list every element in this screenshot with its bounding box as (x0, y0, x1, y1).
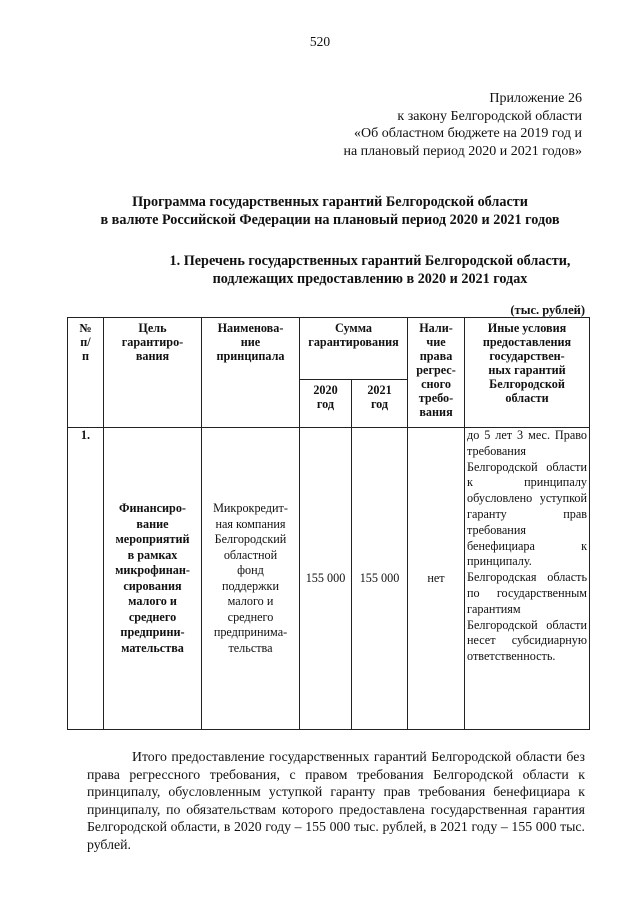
appendix-line: «Об областном бюджете на 2019 год и (354, 126, 582, 141)
total-paragraph: Итого предоставление государственных гарантий Белгородской области без права регрессного требования, с правом требования Белгородской области к принципалу, обусловленным уступкой гаранту прав требования бенефициара к принципалу, по обязательствам которого предоставлена государственная гарантия Белгородской области, в 2020 году – 155 000 тыс. рублей, в 2021 году – 155 000 тыс. рублей. (87, 749, 585, 852)
row-goal (104, 428, 202, 730)
section-title-line: 1. Перечень государственных гарантий Белгородской области, (169, 253, 571, 269)
cell-line: вание (136, 516, 169, 531)
cell-line: сирования (123, 578, 182, 593)
header-text: сного (421, 377, 451, 391)
header-text: гарантирования (308, 335, 399, 349)
header-text: год (316, 397, 335, 411)
cell-line: в рамках (127, 547, 178, 562)
header-text: вания (419, 405, 453, 419)
header-text: п/ (80, 335, 91, 349)
header-year-2020 (300, 380, 352, 428)
cell-line: тельства (228, 640, 273, 655)
header-text: права (419, 349, 453, 363)
header-text: вания (135, 349, 170, 363)
header-num (68, 318, 104, 428)
cell-line: среднего (227, 609, 274, 624)
appendix-line: к закону Белгородской области (397, 108, 582, 124)
header-text: ных гарантий (488, 363, 566, 377)
header-text: № (79, 321, 92, 335)
cell-line: предприни- (120, 625, 185, 639)
cell-line: микрофинан- (115, 563, 190, 577)
cell-line: Белгородский (214, 532, 287, 546)
row-sum-2021: 155 000 (352, 428, 408, 730)
header-year-2021 (352, 380, 408, 428)
header-text: ние (240, 335, 261, 349)
header-text: чие (426, 335, 446, 349)
cell-line: ная компания (215, 516, 286, 531)
cell-line: Финансиро- (119, 501, 186, 515)
header-text: требо- (418, 391, 454, 405)
header-text: государствен- (489, 349, 565, 363)
header-principal (202, 318, 300, 428)
appendix-line: Приложение 26 (489, 91, 582, 106)
cell-line: среднего (128, 609, 177, 624)
section-title (100, 252, 640, 288)
header-text: принципала (216, 349, 285, 363)
header-text: Иные условия (487, 321, 567, 335)
title-line: в валюте Российской Федерации на плановый период 2020 и 2021 годов (100, 212, 560, 228)
header-regress-right (408, 318, 465, 428)
appendix-header (300, 90, 582, 160)
row-sum-2020: 155 000 (300, 428, 352, 730)
header-goal (104, 318, 202, 428)
cell-line: предпринима- (213, 625, 288, 639)
section-title-line: подлежащих предоставлению в 2020 и 2021 годах (212, 271, 528, 287)
document-title (40, 193, 620, 229)
row-number: 1. (68, 428, 104, 730)
header-text: гарантиро- (121, 335, 184, 349)
header-text: Нали- (419, 321, 453, 335)
cell-line: областной (223, 547, 278, 562)
header-text: Белгородской (489, 377, 565, 391)
page-number: 520 (309, 34, 331, 49)
cell-line: малого и (128, 594, 177, 608)
cell-line: мательства (121, 640, 184, 655)
header-text: 2020 (313, 383, 338, 397)
cell-line: фонд (237, 563, 264, 577)
units-label: (тыс. рублей) (510, 303, 585, 317)
header-text: области (505, 391, 549, 405)
guarantees-table (67, 317, 590, 730)
row-principal (202, 428, 300, 730)
row-regress-right: нет (408, 428, 465, 730)
cell-line: малого и (227, 594, 274, 608)
header-other-conditions (465, 318, 590, 428)
cell-line: мероприятий (115, 532, 190, 546)
header-text: Цель (138, 321, 167, 335)
cell-line: Микрокредит- (213, 501, 288, 515)
table-row (68, 428, 590, 730)
header-sum (300, 318, 408, 380)
header-text: 2021 (367, 383, 392, 397)
header-text: регрес- (416, 363, 456, 377)
appendix-line: на плановый период 2020 и 2021 годов» (343, 143, 582, 159)
row-other-conditions: до 5 лет 3 мес. Право требования Белгородской области к принципалу обусловлено уступкой гаранту прав требования бенефициара к принципалу. Белгородская область по государственным гарантиям Белгородской области несет субсидиарную ответственность. (465, 428, 590, 730)
header-text: Сумма (334, 321, 373, 335)
header-text: год (370, 397, 389, 411)
header-text: Наименова- (217, 321, 284, 335)
title-line: Программа государственных гарантий Белгородской области (132, 194, 528, 210)
header-text: предоставления (482, 335, 572, 349)
cell-line: поддержки (221, 578, 280, 593)
header-text: п (81, 349, 90, 363)
